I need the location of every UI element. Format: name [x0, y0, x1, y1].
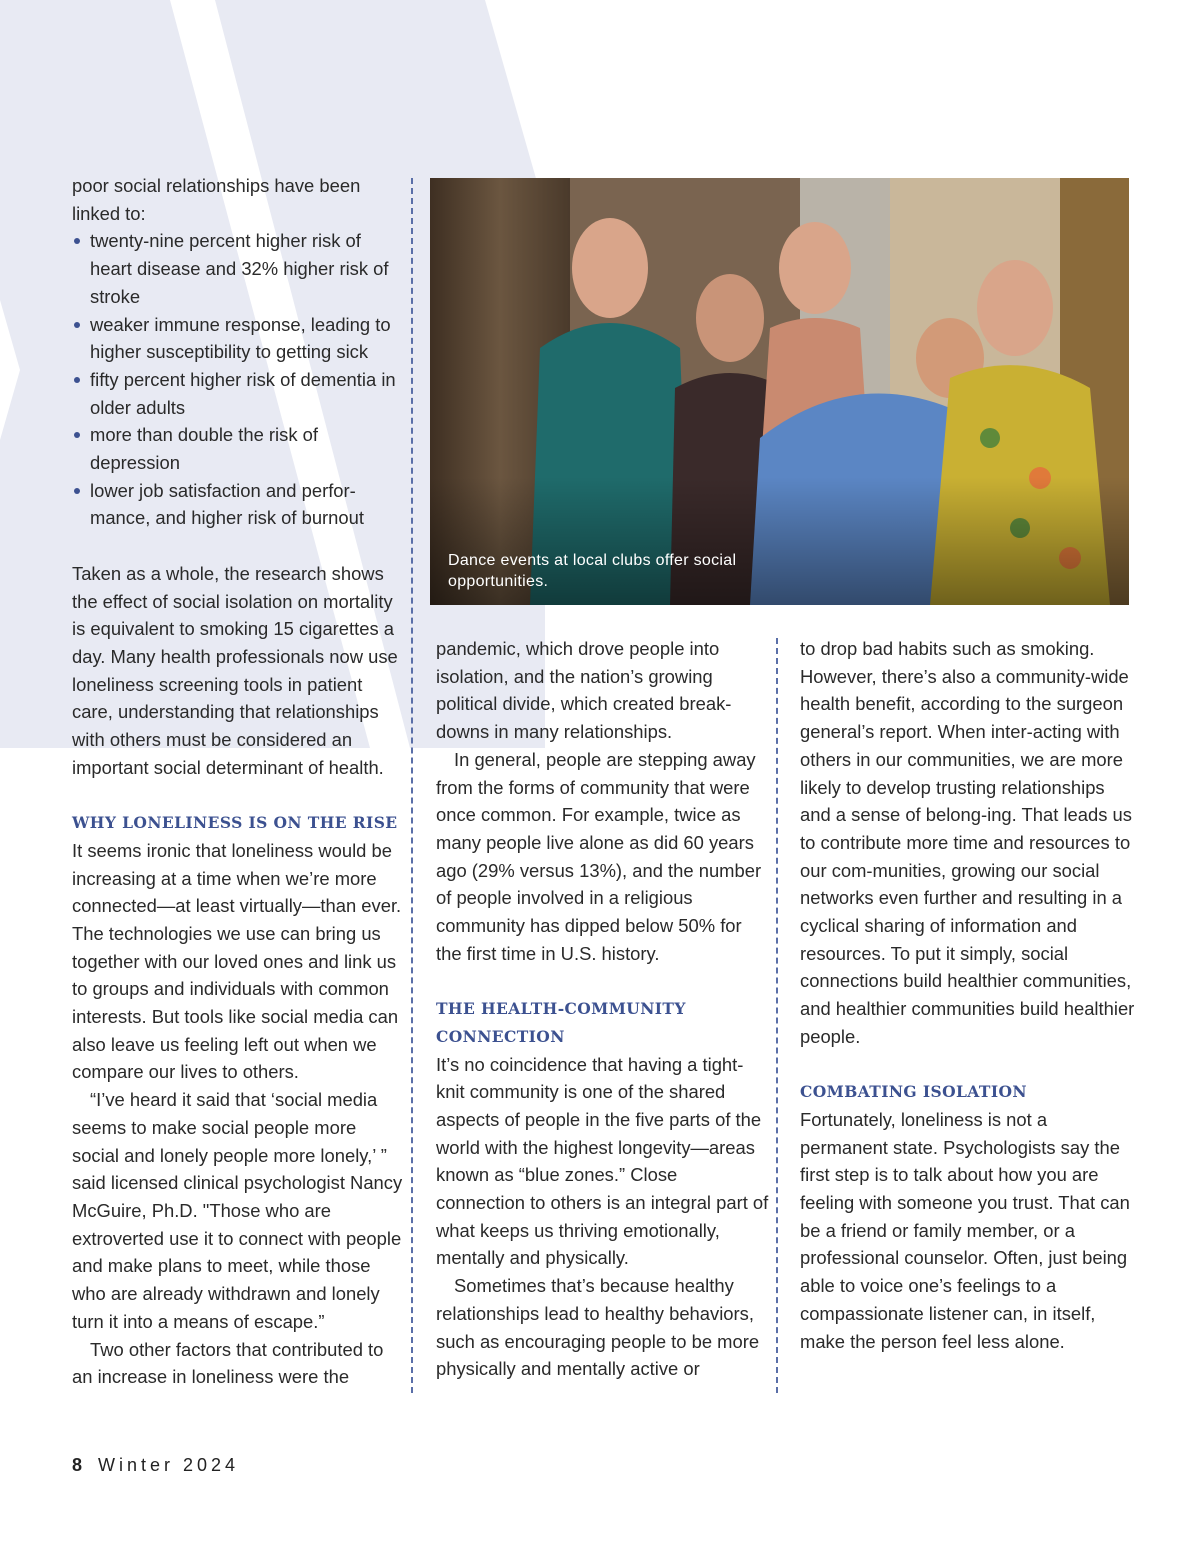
list-item: twenty-nine percent higher risk of heart disease and 32% higher risk of stroke — [72, 227, 407, 310]
event-photo — [430, 178, 1129, 605]
issue-label: Winter 2024 — [98, 1455, 240, 1475]
list-item: more than double the risk of depression — [72, 421, 407, 476]
body-paragraph: In general, people are stepping away from the forms of community that were once common. For example, twice as many people live alone as did 60 years ago (29% versus 13%), and the number of people involved in a religious community has dipped below 50% for the first time in U.S. history. — [436, 748, 762, 964]
page-footer — [72, 1455, 239, 1476]
article-column-1 — [72, 172, 407, 1391]
body-paragraph: It’s no coincidence that having a tight-knit community is one of the shared aspects of people in the five parts of the world with the highest longevity—areas known as “blue zones.” Close connection to others is an integral part of what keeps us thriving emotionally, mentally and physically. — [436, 1053, 769, 1269]
intro-text: poor social relationships have been linked to: — [72, 175, 361, 224]
section-heading: COMBATING ISOLATION — [800, 1082, 1027, 1102]
body-paragraph: “I’ve heard it said that ‘social media seems to make social people more social and lonely people more lonely,’ ” said licensed clinical psychologist Nancy McGuire, Ph.D. "Those who are extroverted use it to connect with people and make plans to meet, while those who are already withdrawn and lonely turn it into a means of escape.” — [72, 1089, 403, 1332]
article-column-2 — [436, 635, 771, 1383]
body-paragraph: pandemic, which drove people into isolation, and the nation’s growing political divide, which created break-downs in many relationships. — [436, 638, 732, 743]
page-number: 8 — [72, 1455, 83, 1475]
section-heading: WHY LONELINESS IS ON THE RISE — [72, 813, 398, 833]
body-paragraph: It seems ironic that loneliness would be increasing at a time when we’re more connected—at least virtually—than ever. The technologies we use can bring us together with our loved ones and link us to groups and individuals with common interests. But tools like social media can also leave us feeling left out when we compare our lives to others. — [72, 839, 402, 1083]
list-item: weaker immune response, leading to higher susceptibility to getting sick — [72, 311, 407, 366]
body-paragraph: to drop bad habits such as smoking. However, there’s also a community-wide health benefit, according to the surgeon general’s report. When inter-acting with others in our communities, we are more likely to develop trusting relationships and a sense of belong-ing. That leads us to contribute more time and resources to our com-munities, growing our social networks even further and resulting in a cyclical sharing of information and resources. To put it simply, social connections build healthier communities, and healthier communities build healthier people. — [800, 638, 1135, 1047]
column-divider — [776, 638, 778, 1393]
dance-group-photo-illustration — [430, 178, 1129, 605]
column-divider — [411, 178, 413, 1393]
body-paragraph: Sometimes that’s because healthy relationships lead to healthy behaviors, such as encouraging people to be more physically and mentally active or — [436, 1275, 760, 1380]
list-item: lower job satisfaction and perfor-mance, and higher risk of burnout — [72, 477, 407, 532]
body-paragraph: Two other factors that contributed to an increase in loneliness were the — [72, 1338, 384, 1388]
body-paragraph: Fortunately, loneliness is not a permanent state. Psychologists say the first step is to talk about how you are feeling with someone you trust. That can be a friend or family member, or a professional counselor. Often, just being able to voice one’s feelings to a compassionate listener can, in itself, make the person feel less alone. — [800, 1108, 1130, 1352]
body-paragraph: Taken as a whole, the research shows the effect of social isolation on mortality is equivalent to smoking 15 cigarettes a day. Many health professionals now use loneliness screening tools in patient care, understanding that relationships with others must be considered an important social determinant of health. — [72, 562, 398, 778]
article-column-3 — [800, 635, 1135, 1355]
risk-list — [72, 227, 407, 532]
section-heading: THE HEALTH-COMMUNITY CONNECTION — [436, 999, 686, 1046]
photo-caption: Dance events at local clubs offer social opportunities. — [448, 552, 737, 590]
list-item: fifty percent higher risk of dementia in older adults — [72, 366, 407, 421]
